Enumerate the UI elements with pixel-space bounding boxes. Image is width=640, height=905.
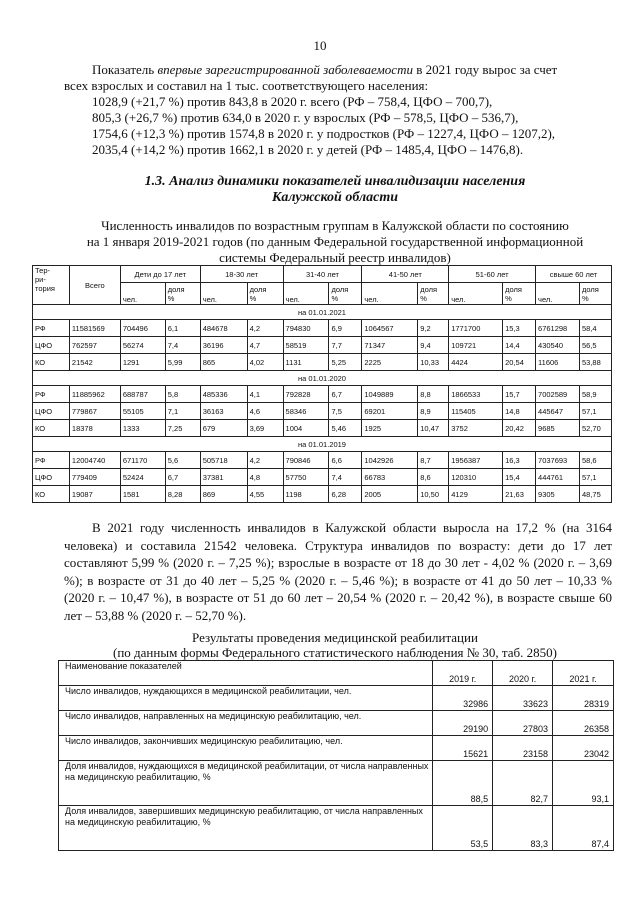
intro-item: 2035,4 (+14,2 %) против 1662,1 в 2020 г. у детей (РФ – 1485,4, ЦФО – 1476,8). bbox=[92, 142, 524, 157]
value-cell: 11885962 bbox=[69, 386, 120, 403]
indicator-value: 93,1 bbox=[553, 761, 614, 806]
value-cell: 15,3 bbox=[503, 320, 536, 337]
value-cell: 4,6 bbox=[247, 403, 283, 420]
value-cell: 1049889 bbox=[362, 386, 418, 403]
group-header: Дети до 17 лет bbox=[120, 266, 200, 283]
indicator-value: 33623 bbox=[493, 686, 553, 711]
value-cell: 1198 bbox=[283, 486, 329, 503]
indicator-value: 87,4 bbox=[553, 806, 614, 851]
value-cell: 1866533 bbox=[449, 386, 503, 403]
sub-header-count: чел. bbox=[120, 283, 165, 305]
value-cell: 5,46 bbox=[329, 420, 362, 437]
value-cell: 52424 bbox=[120, 469, 165, 486]
indicator-name: Число инвалидов, закончивших медицинскую реабилитацию, чел. bbox=[59, 736, 433, 761]
sub-header-share: доля % bbox=[579, 283, 611, 305]
group-header: 18-30 лет bbox=[200, 266, 283, 283]
value-cell: 14,4 bbox=[503, 337, 536, 354]
value-cell: 4,8 bbox=[247, 469, 283, 486]
value-cell: 10,47 bbox=[418, 420, 449, 437]
value-cell: 9305 bbox=[536, 486, 580, 503]
value-cell: 57750 bbox=[283, 469, 329, 486]
value-cell: 1333 bbox=[120, 420, 165, 437]
value-cell: 671170 bbox=[120, 452, 165, 469]
value-cell: 7,4 bbox=[165, 337, 200, 354]
sub-header-count: чел. bbox=[449, 283, 503, 305]
value-cell: 3752 bbox=[449, 420, 503, 437]
value-cell: 37381 bbox=[200, 469, 247, 486]
value-cell: 865 bbox=[200, 354, 247, 371]
value-cell: 58,6 bbox=[579, 452, 611, 469]
value-cell: 790846 bbox=[283, 452, 329, 469]
date-row bbox=[33, 437, 612, 452]
value-cell: 52,70 bbox=[579, 420, 611, 437]
value-cell: 1064567 bbox=[362, 320, 418, 337]
intro-item: 805,3 (+26,7 %) против 634,0 в 2020 г. у взрослых (РФ – 578,5, ЦФО – 536,7), bbox=[92, 110, 519, 125]
value-cell: 71347 bbox=[362, 337, 418, 354]
year-header: 2021 г. bbox=[553, 661, 614, 686]
value-cell: 6,1 bbox=[165, 320, 200, 337]
table2-header-row bbox=[59, 661, 614, 686]
group-header: свыше 60 лет bbox=[536, 266, 612, 283]
table1-group-header-row bbox=[33, 266, 612, 283]
indicator-header: Наименование показателей bbox=[59, 661, 433, 686]
value-cell: 7,25 bbox=[165, 420, 200, 437]
indicator-name: Доля инвалидов, завершивших медицинскую реабилитацию, от числа направленных на медицинскую реабилитацию, % bbox=[59, 806, 433, 851]
value-cell: 3,69 bbox=[247, 420, 283, 437]
value-cell: 58519 bbox=[283, 337, 329, 354]
value-cell: 69201 bbox=[362, 403, 418, 420]
value-cell: 5,25 bbox=[329, 354, 362, 371]
territory-cell: ЦФО bbox=[33, 337, 70, 354]
value-cell: 5,99 bbox=[165, 354, 200, 371]
value-cell: 66783 bbox=[362, 469, 418, 486]
sub-header-share: доля % bbox=[418, 283, 449, 305]
table-row bbox=[33, 486, 612, 503]
value-cell: 55105 bbox=[120, 403, 165, 420]
territory-cell: РФ bbox=[33, 386, 70, 403]
value-cell: 7,5 bbox=[329, 403, 362, 420]
value-cell: 7037693 bbox=[536, 452, 580, 469]
value-cell: 109721 bbox=[449, 337, 503, 354]
value-cell: 444761 bbox=[536, 469, 580, 486]
value-cell: 36163 bbox=[200, 403, 247, 420]
territory-cell: РФ bbox=[33, 452, 70, 469]
value-cell: 6,7 bbox=[165, 469, 200, 486]
value-cell: 4,7 bbox=[247, 337, 283, 354]
value-cell: 792828 bbox=[283, 386, 329, 403]
indicator-value: 15621 bbox=[433, 736, 493, 761]
group-header: 51-60 лет bbox=[449, 266, 536, 283]
value-cell: 20,42 bbox=[503, 420, 536, 437]
summary-paragraph: В 2021 году численность инвалидов в Калужской области выросла на 17,2 % (на 3164 человека) и составила 21542 человека. Структура инвалидов по возрасту: дети до 17 лет составляют 5,99 % (2020 г. – 7,25 %); взрослые в возрасте от 18 до 30 лет - 4,02 % (2020 г. – 3,69 %); в возрасте от 31 до 40 лет – 5,25 % (2020 г. – 5,46 %); в возрасте от 41 до 50 лет – 10,33 % (2020 г. – 10,47 %), в возрасте от 51 до 60 лет – 20,54 % (2020 г. – 20,42 %), в возрасте свыше 60 лет – 53,88 % (2020 г. – 52,70 %). bbox=[64, 520, 612, 623]
value-cell: 794830 bbox=[283, 320, 329, 337]
intro-line-1-em: впервые зарегистрированной заболеваемости bbox=[157, 62, 413, 77]
sub-header-share: доля % bbox=[165, 283, 200, 305]
value-cell: 505718 bbox=[200, 452, 247, 469]
value-cell: 679 bbox=[200, 420, 247, 437]
value-cell: 4424 bbox=[449, 354, 503, 371]
value-cell: 704496 bbox=[120, 320, 165, 337]
table1-body bbox=[33, 305, 612, 503]
sub-header-count: чел. bbox=[200, 283, 247, 305]
value-cell: 779867 bbox=[69, 403, 120, 420]
value-cell: 4,02 bbox=[247, 354, 283, 371]
sub-header-share: доля % bbox=[329, 283, 362, 305]
value-cell: 5,8 bbox=[165, 386, 200, 403]
value-cell: 1581 bbox=[120, 486, 165, 503]
value-cell: 688787 bbox=[120, 386, 165, 403]
territory-cell: ЦФО bbox=[33, 469, 70, 486]
table-row bbox=[59, 686, 614, 711]
date-label: на 01.01.2020 bbox=[33, 371, 612, 386]
section-title-line-2: Калужской области bbox=[271, 190, 399, 205]
indicator-name: Число инвалидов, направленных на медицинскую реабилитацию, чел. bbox=[59, 711, 433, 736]
year-header: 2019 г. bbox=[433, 661, 493, 686]
value-cell: 484678 bbox=[200, 320, 247, 337]
value-cell: 8,28 bbox=[165, 486, 200, 503]
rehabilitation-table bbox=[58, 660, 614, 851]
indicator-value: 23042 bbox=[553, 736, 614, 761]
group-header: 41-50 лет bbox=[362, 266, 449, 283]
intro-line-2: всех взрослых и составил на 1 тыс. соответствующего населения: bbox=[64, 78, 429, 93]
table2-title-line-2: (по данным формы Федерального статистического наблюдения № 30, таб. 2850) bbox=[113, 645, 557, 660]
value-cell: 7,1 bbox=[165, 403, 200, 420]
value-cell: 762597 bbox=[69, 337, 120, 354]
value-cell: 19087 bbox=[69, 486, 120, 503]
value-cell: 10,33 bbox=[418, 354, 449, 371]
table-row bbox=[59, 761, 614, 806]
indicator-value: 28319 bbox=[553, 686, 614, 711]
value-cell: 7,7 bbox=[329, 337, 362, 354]
table-row bbox=[33, 320, 612, 337]
value-cell: 445647 bbox=[536, 403, 580, 420]
indicator-value: 23158 bbox=[493, 736, 553, 761]
table-row bbox=[33, 452, 612, 469]
sub-header-count: чел. bbox=[283, 283, 329, 305]
territory-cell: КО bbox=[33, 354, 70, 371]
sub-header-count: чел. bbox=[362, 283, 418, 305]
value-cell: 1131 bbox=[283, 354, 329, 371]
year-header: 2020 г. bbox=[493, 661, 553, 686]
indicator-name: Число инвалидов, нуждающихся в медицинской реабилитации, чел. bbox=[59, 686, 433, 711]
value-cell: 115405 bbox=[449, 403, 503, 420]
indicator-value: 88,5 bbox=[433, 761, 493, 806]
value-cell: 2005 bbox=[362, 486, 418, 503]
value-cell: 11606 bbox=[536, 354, 580, 371]
territory-cell: ЦФО bbox=[33, 403, 70, 420]
value-cell: 21,63 bbox=[503, 486, 536, 503]
intro-item: 1754,6 (+12,3 %) против 1574,8 в 2020 г. у подростков (РФ – 1227,4, ЦФО – 1207,2), bbox=[92, 126, 556, 141]
table1-caption-line-1: Численность инвалидов по возрастным группам в Калужской области по состоянию bbox=[101, 218, 569, 233]
value-cell: 4129 bbox=[449, 486, 503, 503]
value-cell: 12004740 bbox=[69, 452, 120, 469]
value-cell: 8,9 bbox=[418, 403, 449, 420]
table-row bbox=[59, 806, 614, 851]
sub-header-share: доля % bbox=[247, 283, 283, 305]
territory-cell: РФ bbox=[33, 320, 70, 337]
table-row bbox=[33, 469, 612, 486]
date-row bbox=[33, 371, 612, 386]
value-cell: 15,4 bbox=[503, 469, 536, 486]
value-cell: 869 bbox=[200, 486, 247, 503]
value-cell: 58,4 bbox=[579, 320, 611, 337]
table-row bbox=[33, 386, 612, 403]
value-cell: 56,5 bbox=[579, 337, 611, 354]
table1-caption-line-2: на 1 января 2019-2021 годов (по данным Федеральной государственной информационной bbox=[86, 234, 584, 249]
value-cell: 7002589 bbox=[536, 386, 580, 403]
value-cell: 18378 bbox=[69, 420, 120, 437]
indicator-value: 26358 bbox=[553, 711, 614, 736]
page-number: 10 bbox=[313, 38, 327, 53]
value-cell: 1925 bbox=[362, 420, 418, 437]
value-cell: 1004 bbox=[283, 420, 329, 437]
value-cell: 4,55 bbox=[247, 486, 283, 503]
indicator-value: 29190 bbox=[433, 711, 493, 736]
value-cell: 779409 bbox=[69, 469, 120, 486]
indicator-value: 53,5 bbox=[433, 806, 493, 851]
value-cell: 9685 bbox=[536, 420, 580, 437]
value-cell: 8,6 bbox=[418, 469, 449, 486]
value-cell: 15,7 bbox=[503, 386, 536, 403]
value-cell: 8,7 bbox=[418, 452, 449, 469]
intro-line-1-post: в 2021 году вырос за счет bbox=[412, 62, 558, 77]
sub-header-share: доля % bbox=[503, 283, 536, 305]
value-cell: 6,7 bbox=[329, 386, 362, 403]
value-cell: 2225 bbox=[362, 354, 418, 371]
intro-line-1-pre: Показатель bbox=[92, 62, 158, 77]
value-cell: 9,4 bbox=[418, 337, 449, 354]
col-total: Всего bbox=[69, 266, 120, 305]
table-row bbox=[33, 354, 612, 371]
value-cell: 5,6 bbox=[165, 452, 200, 469]
value-cell: 57,1 bbox=[579, 403, 611, 420]
indicator-value: 83,3 bbox=[493, 806, 553, 851]
value-cell: 56274 bbox=[120, 337, 165, 354]
date-row bbox=[33, 305, 612, 320]
value-cell: 9,2 bbox=[418, 320, 449, 337]
intro-item: 1028,9 (+21,7 %) против 843,8 в 2020 г. всего (РФ – 758,4, ЦФО – 700,7), bbox=[92, 94, 493, 109]
table-row bbox=[33, 337, 612, 354]
table-row bbox=[59, 736, 614, 761]
col-territory: Тер- ри- тория bbox=[33, 266, 70, 305]
value-cell: 57,1 bbox=[579, 469, 611, 486]
value-cell: 20,54 bbox=[503, 354, 536, 371]
value-cell: 6,9 bbox=[329, 320, 362, 337]
value-cell: 4,1 bbox=[247, 386, 283, 403]
value-cell: 58346 bbox=[283, 403, 329, 420]
territory-cell: КО bbox=[33, 420, 70, 437]
value-cell: 7,4 bbox=[329, 469, 362, 486]
intro-line-1 bbox=[92, 62, 557, 77]
value-cell: 120310 bbox=[449, 469, 503, 486]
value-cell: 11581569 bbox=[69, 320, 120, 337]
table1-caption-line-3: системы Федеральный реестр инвалидов) bbox=[219, 250, 451, 265]
value-cell: 16,3 bbox=[503, 452, 536, 469]
value-cell: 53,88 bbox=[579, 354, 611, 371]
value-cell: 485336 bbox=[200, 386, 247, 403]
table-row bbox=[59, 711, 614, 736]
value-cell: 4,2 bbox=[247, 320, 283, 337]
value-cell: 8,8 bbox=[418, 386, 449, 403]
territory-cell: КО bbox=[33, 486, 70, 503]
table2-body bbox=[59, 661, 614, 851]
sub-header-count: чел. bbox=[536, 283, 580, 305]
indicator-value: 32986 bbox=[433, 686, 493, 711]
table-row bbox=[33, 403, 612, 420]
value-cell: 58,9 bbox=[579, 386, 611, 403]
value-cell: 1042926 bbox=[362, 452, 418, 469]
date-label: на 01.01.2021 bbox=[33, 305, 612, 320]
value-cell: 6,6 bbox=[329, 452, 362, 469]
date-label: на 01.01.2019 bbox=[33, 437, 612, 452]
value-cell: 10,50 bbox=[418, 486, 449, 503]
value-cell: 1291 bbox=[120, 354, 165, 371]
value-cell: 4,2 bbox=[247, 452, 283, 469]
table-row bbox=[33, 420, 612, 437]
value-cell: 6,28 bbox=[329, 486, 362, 503]
table2-title-line-1: Результаты проведения медицинской реабилитации bbox=[192, 630, 478, 645]
section-title-line-1: 1.3. Анализ динамики показателей инвалидизации населения bbox=[144, 174, 526, 189]
value-cell: 14,8 bbox=[503, 403, 536, 420]
value-cell: 1956387 bbox=[449, 452, 503, 469]
indicator-value: 27803 bbox=[493, 711, 553, 736]
indicator-value: 82,7 bbox=[493, 761, 553, 806]
value-cell: 430540 bbox=[536, 337, 580, 354]
value-cell: 48,75 bbox=[579, 486, 611, 503]
value-cell: 1771700 bbox=[449, 320, 503, 337]
indicator-name: Доля инвалидов, нуждающихся в медицинской реабилитации, от числа направленных на медицинскую реабилитацию, % bbox=[59, 761, 433, 806]
value-cell: 6761298 bbox=[536, 320, 580, 337]
disability-by-age-table bbox=[32, 265, 612, 503]
value-cell: 21542 bbox=[69, 354, 120, 371]
group-header: 31-40 лет bbox=[283, 266, 362, 283]
value-cell: 36196 bbox=[200, 337, 247, 354]
